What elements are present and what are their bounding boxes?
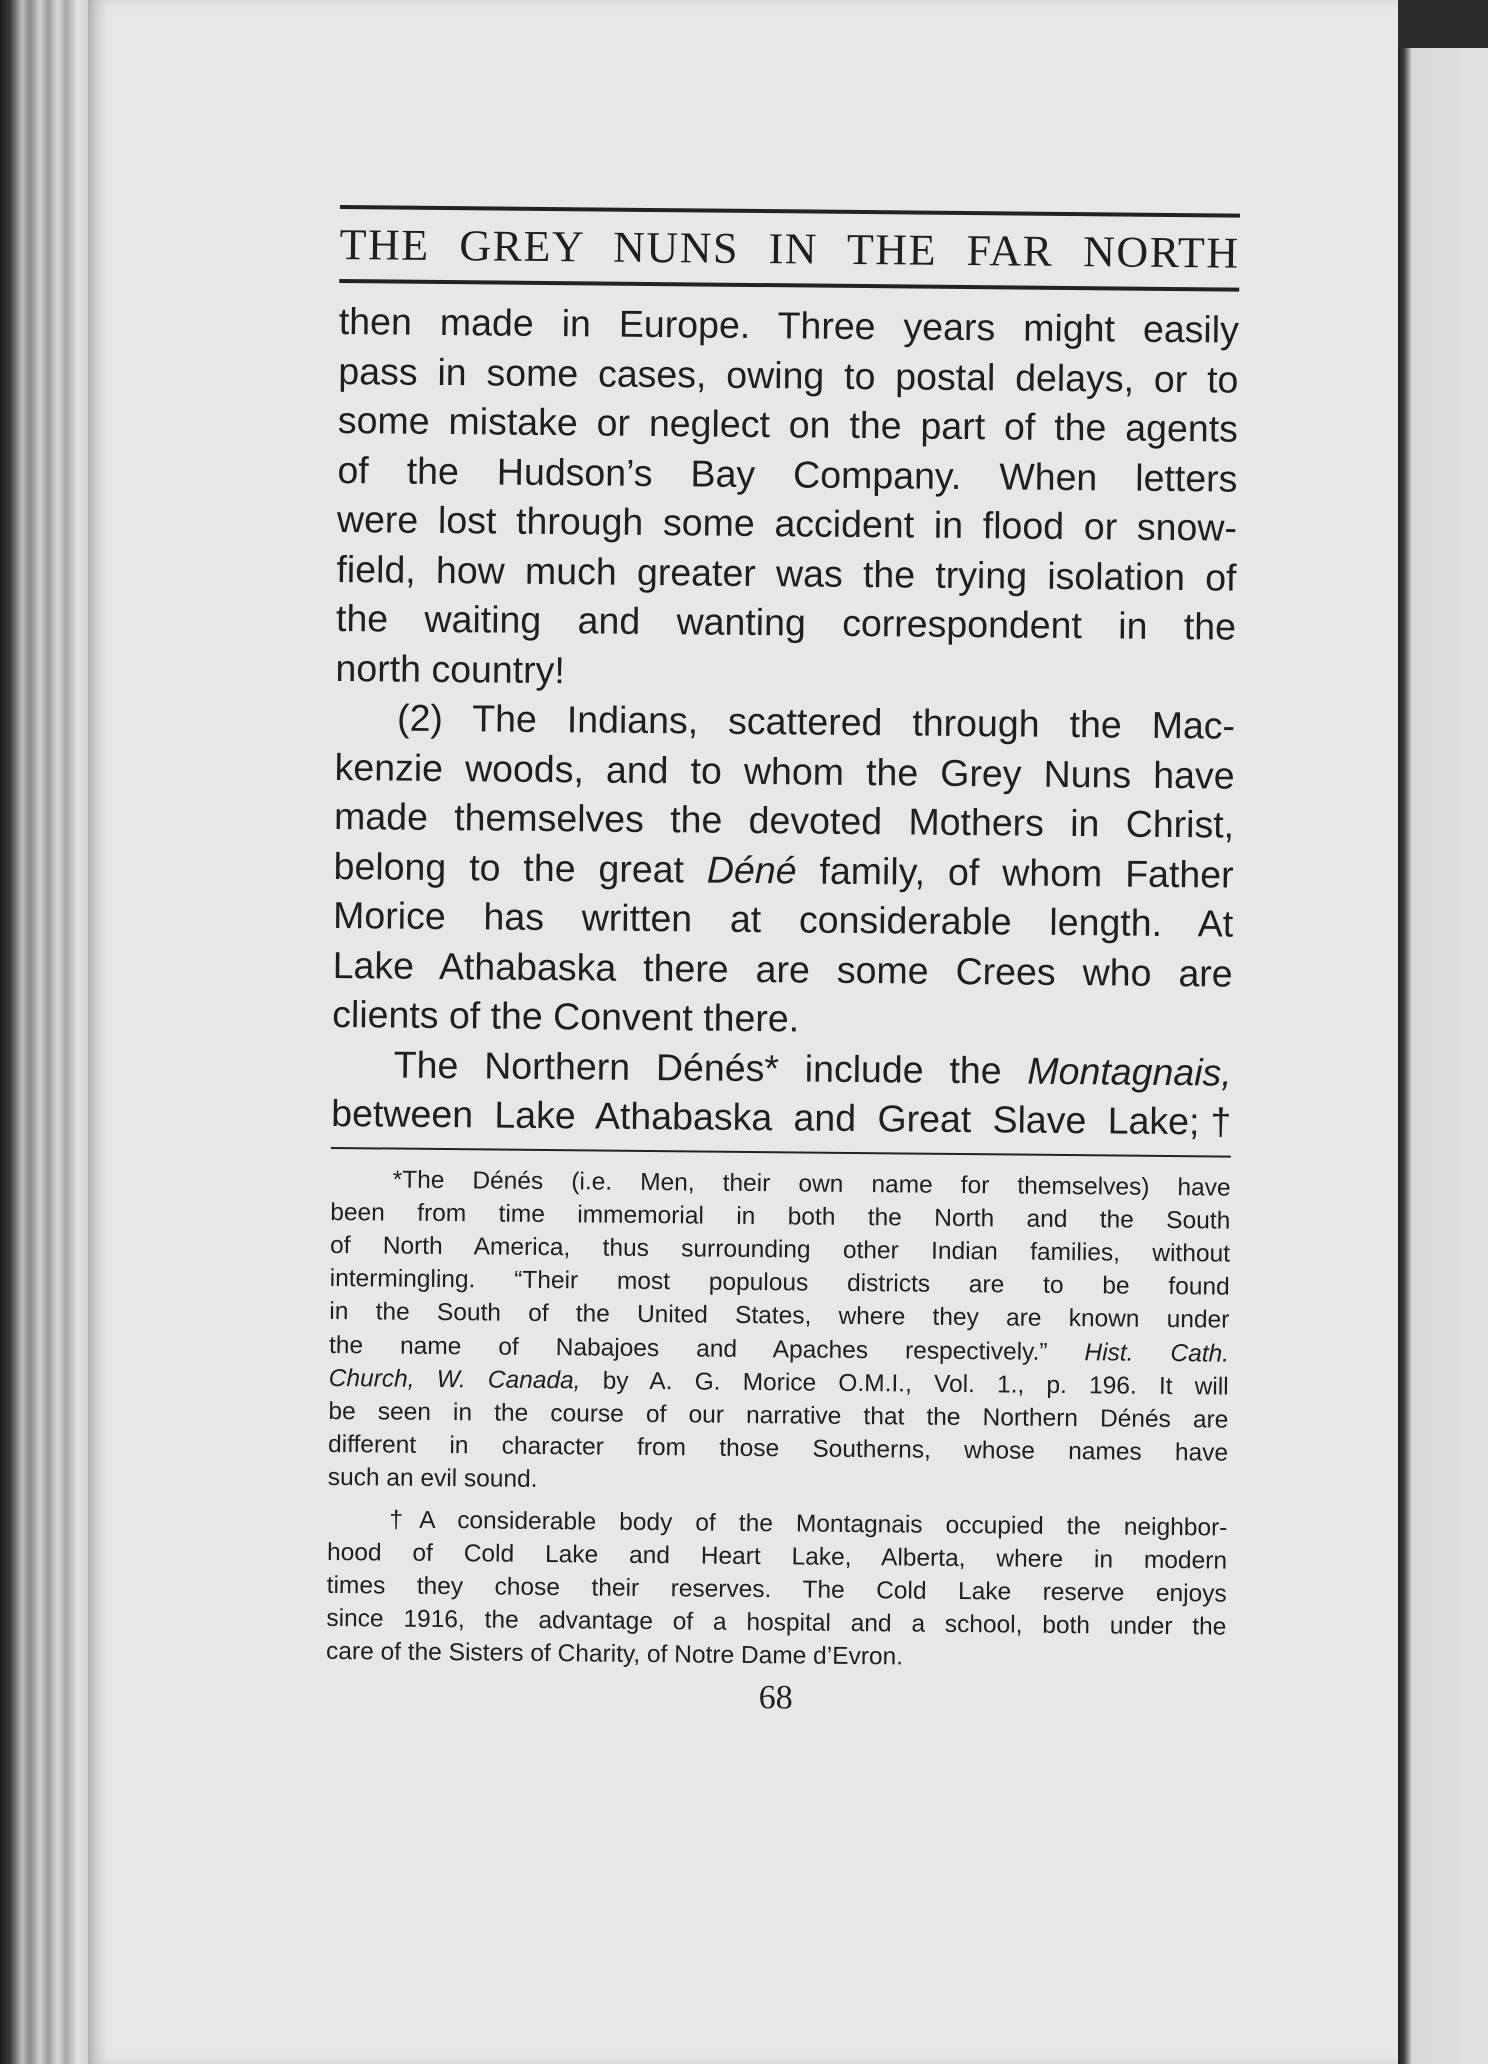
footnote-line: times they chose their reserves. The Cold Lake reserve enjoys	[326, 1571, 1227, 1608]
page-number: 68	[758, 1678, 793, 1716]
body-line: of the Hudson’s Bay Company. When letters	[337, 448, 1238, 500]
footnote-line: care of the Sisters of Charity, of Notre Dame d’Evron.	[325, 1638, 904, 1671]
footnote-line: be seen in the course of our narrative that the Northern Dénés are	[328, 1397, 1229, 1434]
footnote-italic-run: Hist. Cath.	[1084, 1338, 1230, 1368]
footnote-rule	[331, 1146, 1231, 1157]
footnotes	[326, 1162, 1231, 1677]
body-text-run: belong to the great	[333, 844, 708, 891]
body-italic-run: Déné	[706, 848, 797, 891]
header-rule-bottom	[339, 279, 1239, 292]
body-line: between Lake Athabaska and Great Slave Lake;†	[331, 1091, 1232, 1143]
body-line: Lake Athabaska there are some Crees who are	[332, 943, 1233, 995]
footnote-line: in the South of the United States, where they are known under	[329, 1298, 1230, 1334]
body-line: kenzie woods, and to whom the Grey Nuns have	[334, 745, 1235, 797]
footnote-line: hood of Cold Lake and Heart Lake, Alberta, where in modern	[326, 1538, 1228, 1575]
page-text-block	[326, 205, 1240, 1721]
body-line	[332, 1039, 1232, 1097]
body-line: the waiting and wanting correspondent in the	[335, 596, 1237, 648]
footnote-line: been from time immemorial in both the North and the South	[330, 1198, 1231, 1235]
footnote-line: of North America, thus surrounding other Indian families, without	[329, 1231, 1231, 1268]
body-line: made themselves the devoted Mothers in Christ,	[333, 794, 1235, 846]
body-line: some mistake or neglect on the part of the agents	[337, 398, 1239, 450]
body-line: clients of the Convent there.	[332, 992, 800, 1040]
footnote-line: such an evil sound.	[327, 1464, 538, 1494]
body-line: were lost through some accident in flood or snow-	[336, 497, 1238, 549]
body-italic-run: Montagnais,	[1027, 1049, 1232, 1094]
facing-page-edge	[1398, 48, 1488, 2064]
running-head: THE GREY NUNS IN THE FAR NORTH	[339, 219, 1240, 278]
footnote-line: different in character from those Southerns, whose names have	[327, 1431, 1229, 1467]
footnote-line: †A considerable body of the Montagnais occupied the neighbor-	[389, 1506, 1228, 1542]
body-text	[331, 297, 1239, 1147]
body-line: pass in some cases, owing to postal delays, or to	[338, 349, 1239, 401]
footnote-line: intermingling. “Their most populous districts are to be found	[329, 1265, 1230, 1301]
footnote-line: since 1916, the advantage of a hospital and a school, both under the	[326, 1605, 1227, 1641]
body-line: then made in Europe. Three years might easily	[338, 299, 1240, 351]
book-binding-edge	[0, 0, 90, 2064]
footnote-text-run: the name of Nabajoes and Apaches respectively.”	[328, 1331, 1085, 1366]
body-line: field, how much greater was the trying isolation of	[336, 547, 1237, 599]
body-text-run: The Northern Dénés* include the	[393, 1043, 1028, 1092]
footnote-line: *The Dénés (i.e. Men, their own name for themselves) have	[392, 1166, 1231, 1202]
footnote-italic-run: Church, W. Canada,	[328, 1364, 581, 1395]
footnote-text-run: by A. G. Morice O.M.I., Vol. 1., p. 196. It will	[580, 1367, 1229, 1401]
body-line: (2) The Indians, scattered through the Mac-	[396, 696, 1236, 747]
body-text-run: family, of whom Father	[796, 848, 1234, 896]
body-line: north country!	[335, 646, 566, 691]
body-line: Morice has written at considerable length. At	[332, 893, 1234, 945]
body-line	[333, 841, 1233, 899]
